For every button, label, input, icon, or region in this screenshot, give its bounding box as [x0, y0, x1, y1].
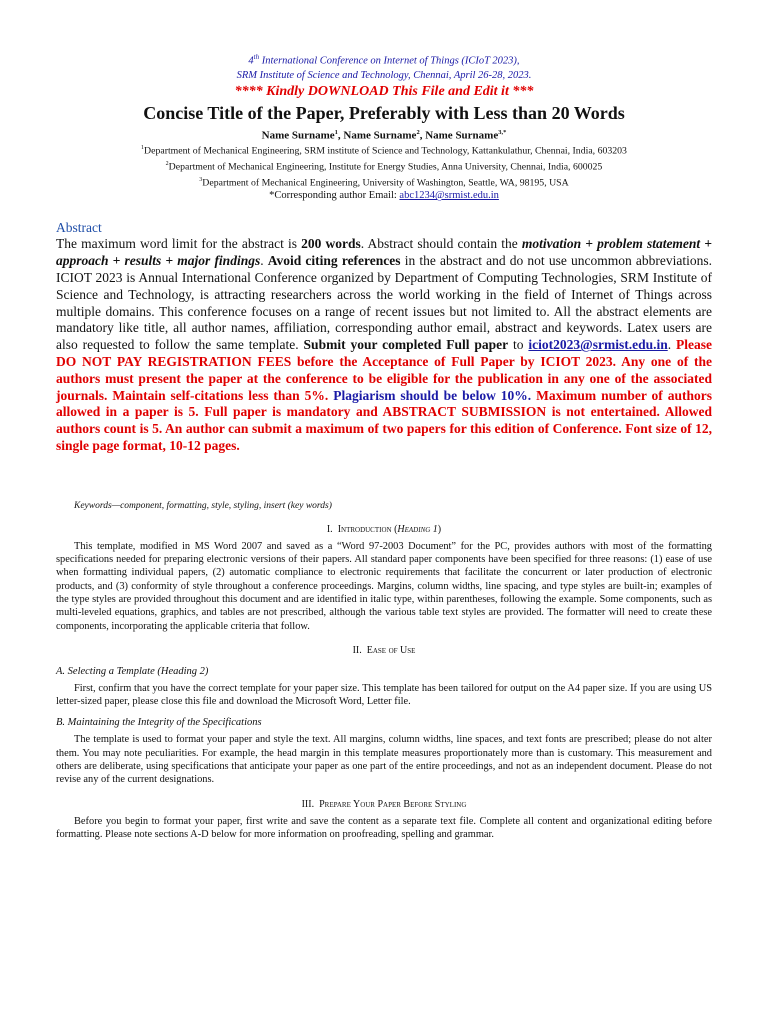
paper-title: Concise Title of the Paper, Preferably with Less than 20 Words [143, 102, 625, 123]
affiliation-1-sup: 1 [141, 145, 145, 152]
affiliation-3-text: Department of Mechanical Engineering, University of Washington, Seattle, WA, 98195, USA [202, 176, 569, 188]
section-2-number: II. [352, 644, 362, 656]
conference-name: International Conference on Internet of Things (ICIoT 2023), [259, 55, 520, 67]
subsection-a-heading: A. Selecting a Template (Heading 2) [56, 665, 209, 677]
section-3-title: Prepare Your Paper Before Styling [319, 798, 467, 810]
author-1: Name Surname [261, 129, 335, 142]
abstract-word-limit: 200 words [301, 236, 361, 252]
abstract-warning-authors: Maximum number of authors allowed in a paper is 5. Full paper is mandatory and ABSTRACT SUBMISSION is not entertained. Allowed authors count is 5. An author can submit a maximum of two papers for this edition of Conference. Font size of 12, single page format, 10-12 pages. [56, 387, 712, 454]
corresponding-author [56, 189, 712, 202]
conference-number: 4 [248, 55, 254, 67]
section-1-title-close: ) [437, 523, 442, 535]
author-separator: , [337, 129, 344, 142]
abstract-text: . Abstract should contain the [360, 236, 522, 252]
section-1-number: I. [326, 523, 333, 535]
section-3-number: III. [301, 798, 315, 810]
author-list [56, 126, 712, 143]
affiliation-2 [56, 158, 712, 174]
abstract-text: . [667, 337, 676, 353]
abstract-warning-registration: Please DO NOT PAY REGISTRATION FEES before the Acceptance of Full Paper by ICIOT 2023. Any one of the authors must present the paper at the conference to be eligible for the publication in any one of the associated journals. Maintain self-citations less than 5%. [56, 337, 712, 403]
section-1-paragraph: This template, modified in MS Word 2007 and saved as a “Word 97-2003 Document” for the PC, provides authors with most of the formatting specifications needed for preparing electronic versions of their papers. All standard paper components have been specified for three reasons: (1) ease of use when formatting individual papers, (2) automatic compliance to electronic requirements that facilitate the concurrent or later production of electronic products, and (3) conformity of style throughout a conference proceedings. Margins, column widths, line spacing, and type styles are built-in; examples of the type styles are provided throughout this document and are identified in italic type, within parentheses, following the example. Some components, such as multi-leveled equations, graphics, and tables are not prescribed, although the various table text styles are provided. The formatter will need to create these components, incorporating the applicable criteria that follow. [56, 540, 712, 632]
submission-email-link[interactable]: iciot2023@srmist.edu.in [528, 337, 668, 353]
author-2: Name Surname [343, 129, 417, 142]
conference-line-1 [56, 50, 712, 69]
abstract-required-elements: motivation + problem statement + approach + results + major findings [56, 236, 712, 269]
corresponding-email-link[interactable]: abc1234@srmist.edu.in [399, 190, 499, 202]
affiliation-3-sup: 3 [199, 176, 203, 183]
author-3: Name Surname [425, 129, 499, 142]
affiliation-1-text: Department of Mechanical Engineering, SRM institute of Science and Technology, Kattankulathur, Chennai, India, 603203 [144, 145, 627, 157]
author-separator: , [419, 129, 426, 142]
author-1-sup: 1 [334, 128, 338, 136]
section-1-heading [56, 524, 712, 536]
subsection-a-paragraph: First, confirm that you have the correct template for your paper size. This template has been tailored for output on the A4 paper size. If you are using US letter-sized paper, please close this file and download the Microsoft Word, Letter file. [56, 682, 712, 708]
abstract-body [56, 236, 712, 454]
conference-line-2: SRM Institute of Science and Technology, Chennai, April 26-28, 2023. [236, 69, 532, 81]
abstract-heading: Abstract [56, 220, 102, 236]
section-2-title: Ease of Use [366, 644, 416, 656]
author-2-sup: 2 [416, 128, 420, 136]
abstract-plagiarism-note: Plagiarism should be below 10%. [328, 387, 532, 403]
subsection-b-heading: B. Maintaining the Integrity of the Specifications [56, 717, 262, 729]
affiliation-1 [56, 142, 712, 158]
section-2-heading [56, 645, 712, 657]
abstract-text: to [508, 337, 529, 353]
keywords: Keywords—component, formatting, style, styling, insert (key words) [74, 500, 332, 511]
section-3-paragraph: Before you begin to format your paper, first write and save the content as a separate text file. Complete all content and organizational editing before formatting. Please note sections A-D below for more information on proofreading, spelling and grammar. [56, 815, 712, 840]
section-3-heading [56, 799, 712, 811]
affiliation-2-sup: 2 [165, 160, 169, 167]
section-1-title-italic: Heading 1 [397, 523, 438, 535]
abstract-submit-instruction: Submit your completed Full paper [303, 337, 509, 353]
abstract-text: . [260, 253, 268, 269]
download-notice: **** Kindly DOWNLOAD This File and Edit it *** [234, 83, 534, 99]
corresponding-label: *Corresponding author Email: [269, 190, 400, 202]
abstract-text: The maximum word limit for the abstract is [56, 236, 302, 252]
conference-header [56, 50, 712, 83]
author-3-sup: 3,* [498, 128, 507, 136]
conference-number-suffix: th [253, 53, 260, 61]
affiliation-3 [56, 174, 712, 190]
abstract-avoid-citations: Avoid citing references [267, 253, 401, 269]
affiliation-2-text: Department of Mechanical Engineering, Institute for Energy Studies, Anna University, Chennai, India, 600025 [168, 161, 603, 173]
subsection-b-paragraph: The template is used to format your paper and style the text. All margins, column widths, line spaces, and text fonts are prescribed; please do not alter them. You may note peculiarities. For example, the head margin in this template measures proportionately more than is customary. This measurement and others are deliberate, using specifications that anticipate your paper as one part of the entire proceedings, and not as an independent document. Please do not revise any of the current designations. [56, 734, 712, 786]
abstract-text: in the abstract and do not use uncommon abbreviations. ICIOT 2023 is Annual International Conference organized by Department of Computing Technologies, SRM Institute of Science and Technology, is attracting researchers across the world working in the field of Internet of Things across multiple domains. This conference focuses on a range of recent issues but not limited to. All the abstract elements are mandatory like title, all author names, affiliation, corresponding author email, abstract and keywords. Latex users are also requested to follow the same template. [56, 253, 712, 353]
section-1-title: Introduction ( [337, 523, 398, 535]
